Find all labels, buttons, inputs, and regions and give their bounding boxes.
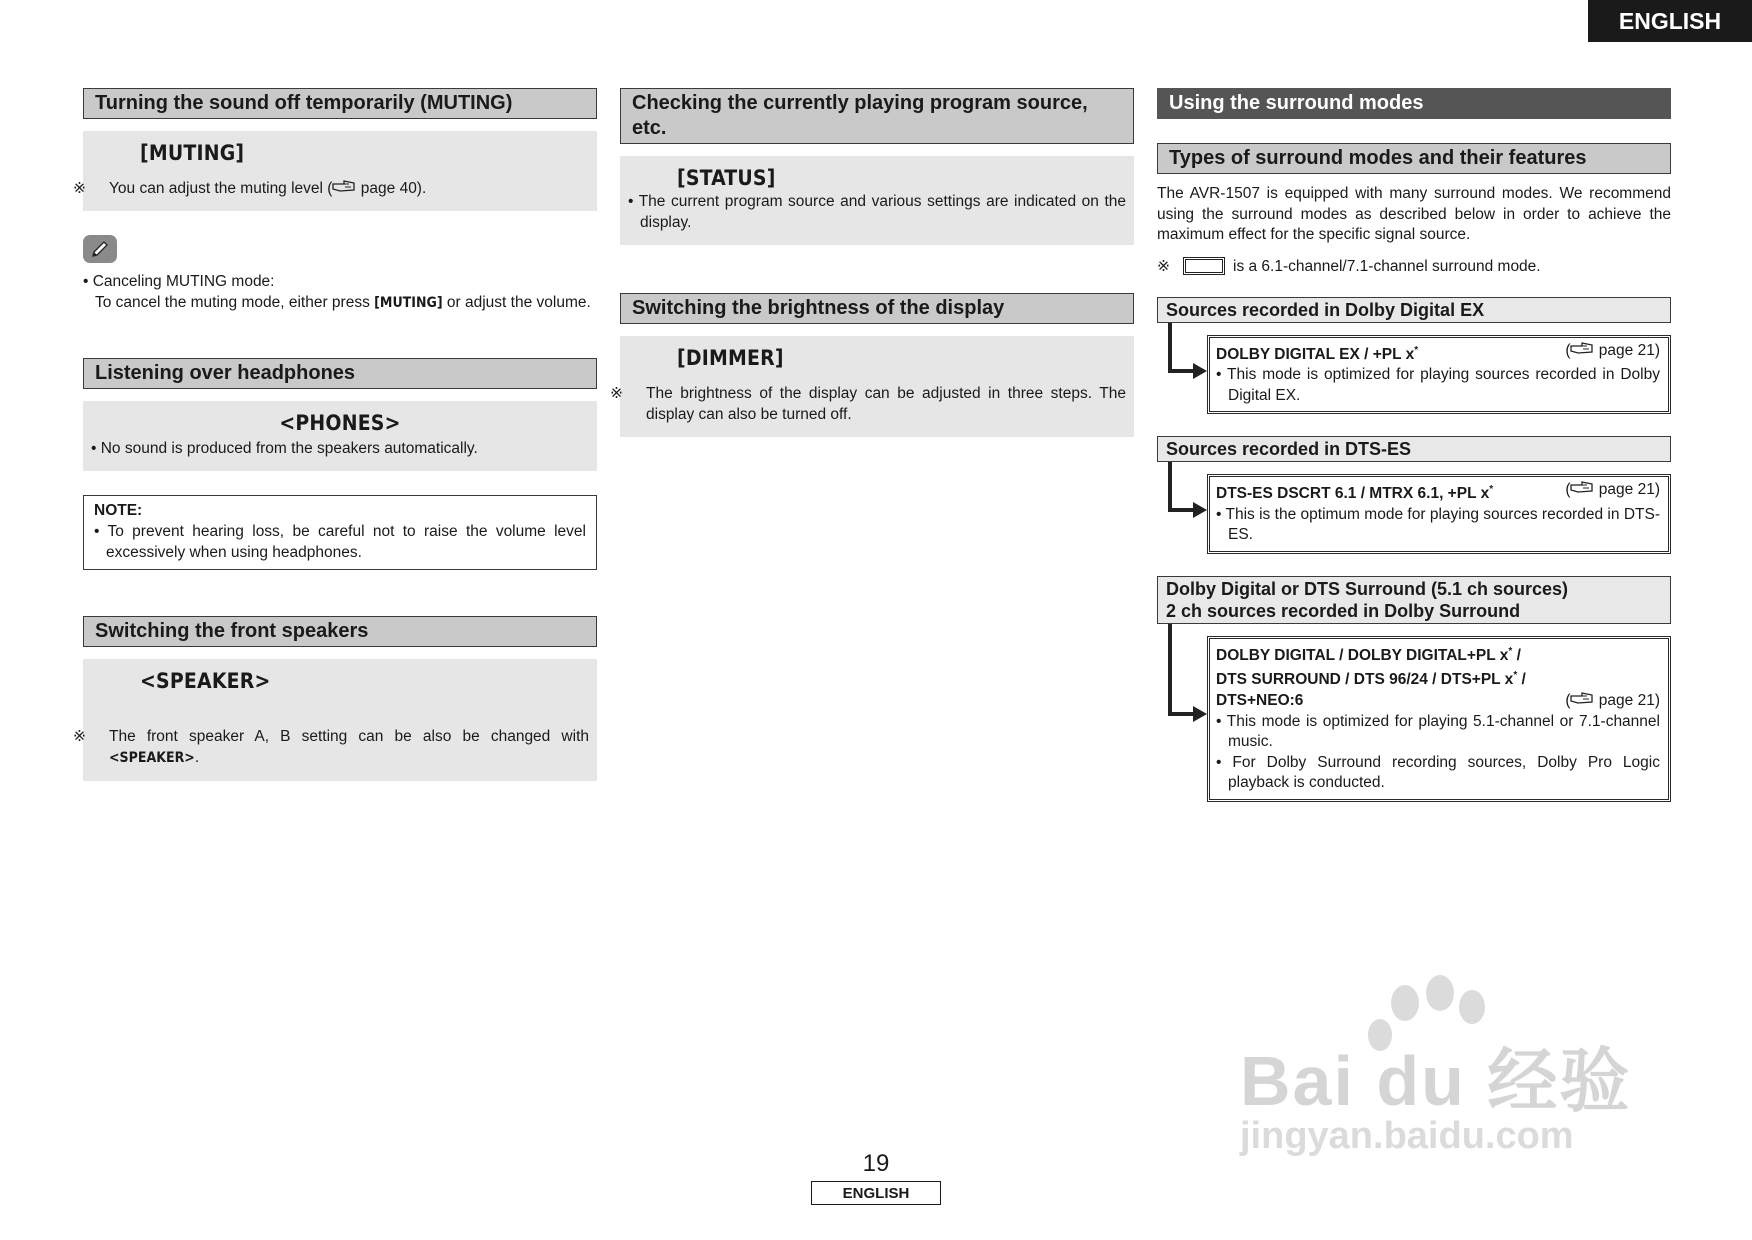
mode-group-dolby-ex — [1157, 335, 1671, 415]
mode-title — [1216, 666, 1660, 691]
mode-line: DTS+NEO:6 — [1216, 692, 1304, 710]
headphones-note-box — [83, 495, 597, 570]
muting-note — [73, 178, 589, 199]
pointing-hand-icon — [1570, 692, 1594, 709]
dimmer-section-title: Switching the brightness of the display — [620, 293, 1134, 324]
source-dts-es-title: Sources recorded in DTS-ES — [1157, 436, 1671, 462]
page-number: 19 — [862, 1150, 890, 1177]
mode-title — [1216, 480, 1660, 505]
muting-note-text: You can adjust the muting level ( — [109, 180, 333, 197]
mode-bullet: • For Dolby Surround recording sources, Dolby Pro Logic playback is conducted. — [1216, 753, 1660, 792]
mode-box-dts-es — [1207, 474, 1671, 554]
phones-button-label: <PHONES> — [279, 411, 401, 435]
connector-arrow-icon — [1167, 624, 1207, 726]
note-text: • To prevent hearing loss, be careful not to raise the volume level excessively when using headphones. — [94, 523, 586, 561]
note-symbol: ※ — [73, 180, 86, 197]
speakers-section-title: Switching the front speakers — [83, 616, 597, 647]
source-line: Dolby Digital or DTS Surround (5.1 ch sources) — [1166, 578, 1569, 599]
speakers-note-key: <SPEAKER> — [109, 750, 195, 766]
note-symbol: ※ — [610, 385, 623, 402]
source-51ch-title — [1157, 576, 1671, 624]
headphones-panel — [83, 401, 597, 471]
muting-tip-line1: • Canceling MUTING mode: — [83, 273, 275, 290]
mode-slash: / — [1517, 671, 1526, 689]
connector-arrow-icon — [1167, 462, 1207, 524]
mode-bullet: • This is the optimum mode for playing sources recorded in DTS-ES. — [1216, 505, 1660, 544]
mode-line: DTS-ES DSCRT 6.1 / MTRX 6.1, +PL x — [1216, 485, 1490, 503]
muting-note-ref: page 40). — [360, 180, 427, 197]
mode-line: DOLBY DIGITAL / DOLBY DIGITAL+PL x — [1216, 646, 1509, 664]
source-dolby-ex-title: Sources recorded in Dolby Digital EX — [1157, 297, 1671, 323]
page-ref-text: page 21) — [1598, 481, 1660, 499]
page-ref-text: page 21) — [1598, 692, 1660, 710]
speakers-note — [73, 726, 589, 769]
speakers-note-text: The front speaker A, B setting can be also be changed with — [109, 728, 589, 745]
surround-intro: The AVR-1507 is equipped with many surround modes. We recommend using the surround modes as described below in order to achieve the maximum effect for the specific signal source. — [1157, 185, 1671, 243]
status-panel — [620, 156, 1134, 245]
tip-key: [MUTING] — [374, 295, 443, 311]
baidu-watermark — [1240, 975, 1640, 1175]
mode-line: DTS SURROUND / DTS 96/24 / DTS+PL x — [1216, 671, 1514, 689]
column-left — [73, 88, 597, 781]
speakers-note-end: . — [194, 749, 200, 766]
watermark-url: jingyan.baidu.com — [1240, 1115, 1574, 1157]
mode-line: DOLBY DIGITAL EX / +PL x — [1216, 345, 1415, 363]
page-ref-text: page 21) — [1598, 341, 1660, 359]
legend-text: is a 6.1-channel/7.1-channel surround mode. — [1233, 257, 1541, 275]
speakers-panel — [73, 659, 597, 781]
mode-asterisk: * — [1414, 344, 1419, 356]
tip-text: To cancel the muting mode, either press — [95, 294, 375, 311]
muting-tip — [83, 271, 597, 314]
note-symbol: ※ — [73, 728, 86, 745]
headphones-bullet: • No sound is produced from the speakers automatically. — [91, 440, 478, 457]
page-ref: ( page 21) — [1565, 481, 1660, 499]
mode-title — [1216, 691, 1660, 712]
tip-text-end: or adjust the volume. — [442, 294, 591, 311]
column-middle — [610, 88, 1134, 437]
mode-bullet: • This mode is optimized for playing sources recorded in Dolby Digital EX. — [1216, 366, 1660, 404]
status-bullet: • The current program source and various settings are indicated on the display. — [628, 193, 1126, 231]
dimmer-button-label: [DIMMER] — [677, 346, 784, 370]
mode-group-dts-es — [1157, 474, 1671, 554]
status-section-title: Checking the currently playing program source, etc. — [620, 88, 1134, 144]
watermark-logo-text: Bai du 经验 — [1240, 1042, 1632, 1120]
mode-title — [1216, 341, 1660, 366]
muting-button-label: [MUTING] — [140, 141, 245, 165]
pointing-hand-icon — [1570, 342, 1594, 359]
muting-panel — [73, 131, 597, 211]
muting-section-title: Turning the sound off temporarily (MUTING) — [83, 88, 597, 119]
surround-subtitle: Types of surround modes and their features — [1157, 143, 1671, 174]
surround-section-title: Using the surround modes — [1157, 88, 1671, 119]
legend-box-icon — [1183, 257, 1225, 275]
mode-bullet: • This mode is optimized for playing 5.1-channel or 7.1-channel music. — [1216, 712, 1660, 751]
mode-asterisk: * — [1508, 645, 1513, 657]
connector-arrow-icon — [1167, 323, 1207, 385]
source-line: 2 ch sources recorded in Dolby Surround — [1166, 600, 1521, 621]
mode-title — [1216, 642, 1660, 667]
muting-tip-line2 — [83, 292, 597, 314]
mode-slash: / — [1512, 646, 1521, 664]
speaker-button-label: <SPEAKER> — [140, 669, 271, 693]
surround-legend — [1157, 256, 1671, 277]
footer-language: ENGLISH — [811, 1181, 941, 1205]
mode-group-51ch — [1157, 636, 1671, 802]
status-button-label: [STATUS] — [677, 166, 776, 190]
pencil-icon — [83, 235, 117, 263]
dimmer-note — [610, 383, 1126, 425]
page-ref: ( page 21) — [1565, 341, 1660, 359]
note-symbol: ※ — [1157, 257, 1170, 275]
mode-asterisk: * — [1513, 670, 1518, 682]
mode-box-dolby-ex — [1207, 335, 1671, 415]
headphones-section-title: Listening over headphones — [83, 358, 597, 389]
mode-box-51ch — [1207, 636, 1671, 802]
column-right — [1157, 88, 1671, 802]
dimmer-panel — [610, 336, 1134, 437]
note-title: NOTE: — [94, 502, 143, 519]
dimmer-note-text: The brightness of the display can be adjusted in three steps. The display can also be turned off. — [646, 385, 1126, 423]
pointing-hand-icon — [332, 180, 356, 197]
mode-asterisk: * — [1489, 484, 1494, 496]
language-tab: ENGLISH — [1588, 0, 1752, 42]
pointing-hand-icon — [1570, 481, 1594, 498]
page-ref: ( page 21) — [1565, 692, 1660, 710]
